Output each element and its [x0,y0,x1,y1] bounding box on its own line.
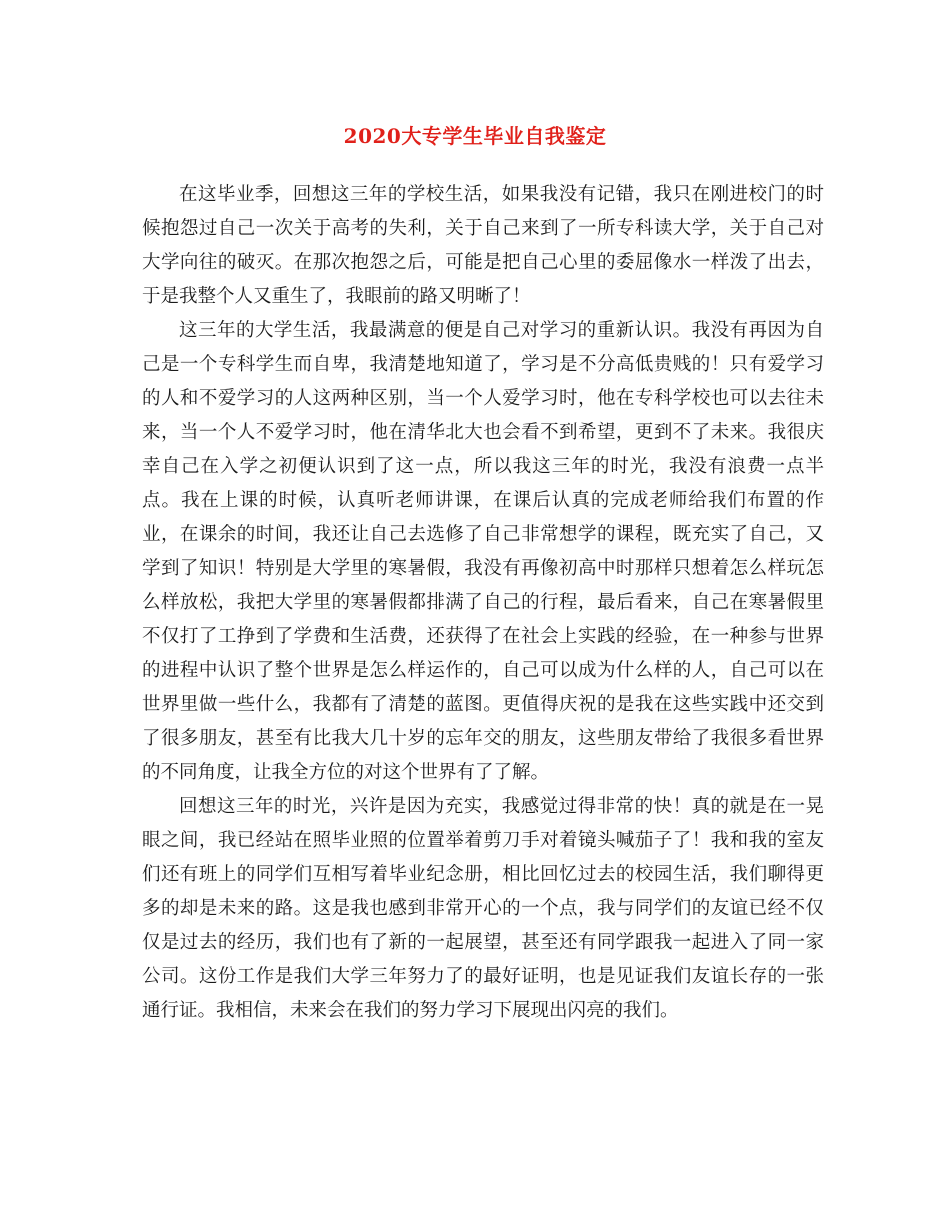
paragraph-1: 在这毕业季，回想这三年的学校生活，如果我没有记错，我只在刚进校门的时候抱怨过自己一次关于高考的失利，关于自己来到了一所专科读大学，关于自己对大学向往的破灭。在那次抱怨之后，可能是把自己心里的委屈像水一样泼了出去，于是我整个人又重生了，我眼前的路又明晰了！ [142,184,824,307]
document-body [142,178,824,1028]
paragraph-2: 这三年的大学生活，我最满意的便是自己对学习的重新认识。我没有再因为自己是一个专科学生而自卑，我清楚地知道了，学习是不分高低贵贱的！只有爱学习的人和不爱学习的人这两种区别，当一个人爱学习时，他在专科学校也可以去往未来，当一个人不爱学习时，他在清华北大也会看不到希望，更到不了未来。我很庆幸自己在入学之初便认识到了这一点，所以我这三年的时光，我没有浪费一点半点。我在上课的时候，认真听老师讲课，在课后认真的完成老师给我们布置的作业，在课余的时间，我还让自己去选修了自己非常想学的课程，既充实了自己，又学到了知识！特别是大学里的寒暑假，我没有再像初高中时那样只想着怎么样玩怎么样放松，我把大学里的寒暑假都排满了自己的行程，最后看来，自己在寒暑假里不仅打了工挣到了学费和生活费，还获得了在社会上实践的经验，在一种参与世界的进程中认识了整个世界是怎么样运作的，自己可以成为什么样的人，自己可以在世界里做一些什么，我都有了清楚的蓝图。更值得庆祝的是我在这些实践中还交到了很多朋友，甚至有比我大几十岁的忘年交的朋友，这些朋友带给了我很多看世界的不同角度，让我全方位的对这个世界有了了解。 [142,320,824,783]
paragraph-3: 回想这三年的时光，兴许是因为充实，我感觉过得非常的快！真的就是在一晃眼之间，我已经站在照毕业照的位置举着剪刀手对着镜头喊茄子了！我和我的室友们还有班上的同学们互相写着毕业纪念册，相比回忆过去的校园生活，我们聊得更多的却是未来的路。这是我也感到非常开心的一个点，我与同学们的友谊已经不仅仅是过去的经历，我们也有了新的一起展望，甚至还有同学跟我一起进入了同一家公司。这份工作是我们大学三年努力了的最好证明，也是见证我们友谊长存的一张通行证。我相信，未来会在我们的努力学习下展现出闪亮的我们。 [142,796,824,1021]
page-title: 2020大专学生毕业自我鉴定 [343,124,607,148]
